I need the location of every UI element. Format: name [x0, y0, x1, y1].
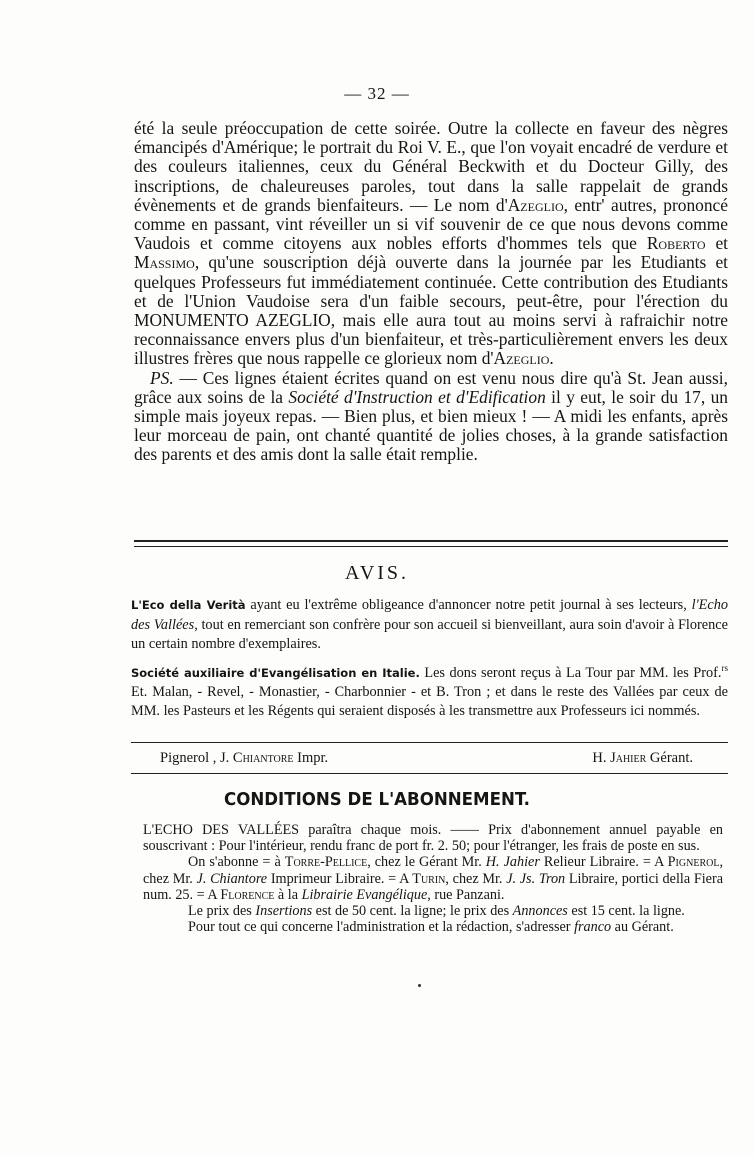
avis-section: [131, 596, 728, 726]
conditions-paragraph: Pour tout ce qui concerne l'administration et la rédaction, s'adresser franco au Gérant.: [188, 919, 674, 936]
avis-paragraph: L'Eco della Verità ayant eu l'extrême obligeance d'annoncer notre petit journal à ses lecteurs, l'Echo des Vallées, tout en remerciant son confrère pour son accueil si bienveillant, aura soin d'avoir à Florence un certain nombre d'exemplaires.: [131, 597, 728, 652]
avis-paragraph: Société auxiliaire d'Evangélisation en Italie. Les dons seront reçus à La Tour par MM. les Prof.$^{rs}$ Et. Malan, - Revel, - Monastier, - Charbonnier - et B. Tron ; et dans le reste des Vallées par ceux de MM. les Pasteurs et les Régents qui seraient disposés à les transmettre aux Professeurs ici nommés.: [131, 662, 728, 720]
article-paragraph: été la seule préoccupation de cette soirée. Outre la collecte en faveur des nègres émancipés d'Amérique; le portrait du Roi V. E., que l'on voyait encadré de verdure et des couleurs italiennes, ceux du Général Beckwith et du Docteur Gilly, des inscriptions, de chaleureuses paroles, tout dans la salle rappelait de grands évènements et de grands bienfaiteurs. — Le nom d'Azeglio, entr' autres, prononcé comme en passant, vint réveiller un si vif souvenir de ce que nous devons comme Vaudois et comme citoyens aux nobles efforts d'hommes tels que Roberto et Massimo, qu'une souscription déjà ouverte dans la journée par les Etudiants et quelques Professeurs fut immédiatement continuée. Cette contribution des Etudiants et de l'Union Vaudoise sera d'un faible secours, peut-être, pour l'érection du MONUMENTO AZEGLIO, mais elle aura tout au moins servi à rafraichir notre reconnaissance envers plus d'un bienfaiteur, et très-particulièrement envers les deux illustres frères que nous rappelle ce glorieux nom d'Azeglio.: [134, 118, 728, 369]
postscript-paragraph: PS. — Ces lignes étaient écrites quand on est venu nous dire qu'à St. Jean aussi, grâce aux soins de la Société d'Instruction et d'Edification il y eut, le soir du 17, un simple mais joyeux repas. — Bien plus, et bien mieux ! — A midi les enfants, après leur morceau de pain, ont chanté quantité de jolies choses, à la grande satisfaction des parents et des amis dont la salle était remplie.: [134, 367, 728, 465]
avis-heading: AVIS.: [344, 562, 410, 584]
printer-credit: Pignerol , J. Chiantore Impr.: [160, 750, 329, 766]
manager-credit: H. Jahier Gérant.: [592, 750, 693, 766]
imprint-line: [160, 750, 693, 767]
page-number: — 32 —: [344, 84, 410, 103]
conditions-paragraph: On s'abonne = à Torre-Pellice, chez le Gérant Mr. H. Jahier Relieur Libraire. = A Pignerol, chez Mr. J. Chiantore Imprimeur Libraire. = A Turin, chez Mr. J. Js. Tron Libraire, portici della Fiera num. 25. = A Florence à la Librairie Evangélique, rue Panzani.: [143, 854, 723, 903]
article-body: [134, 119, 728, 465]
section-divider: [134, 540, 728, 547]
conditions-heading: CONDITIONS DE L'ABONNEMENT.: [223, 790, 530, 810]
conditions-section: [143, 822, 723, 935]
conditions-paragraph: Le prix des Insertions est de 50 cent. la ligne; le prix des Annonces est 15 cent. la ligne.: [188, 903, 685, 920]
ps-label: PS.: [150, 367, 174, 388]
ink-speck: [418, 984, 421, 987]
imprint-bottom-rule: [131, 773, 728, 774]
imprint-top-rule: [131, 742, 728, 743]
conditions-paragraph: L'ECHO DES VALLÉES paraîtra chaque mois. —— Prix d'abonnement annuel payable en souscrivant : Pour l'intérieur, rendu franc de port fr. 2. 50; pour l'étranger, les frais de poste en sus.: [143, 822, 723, 855]
